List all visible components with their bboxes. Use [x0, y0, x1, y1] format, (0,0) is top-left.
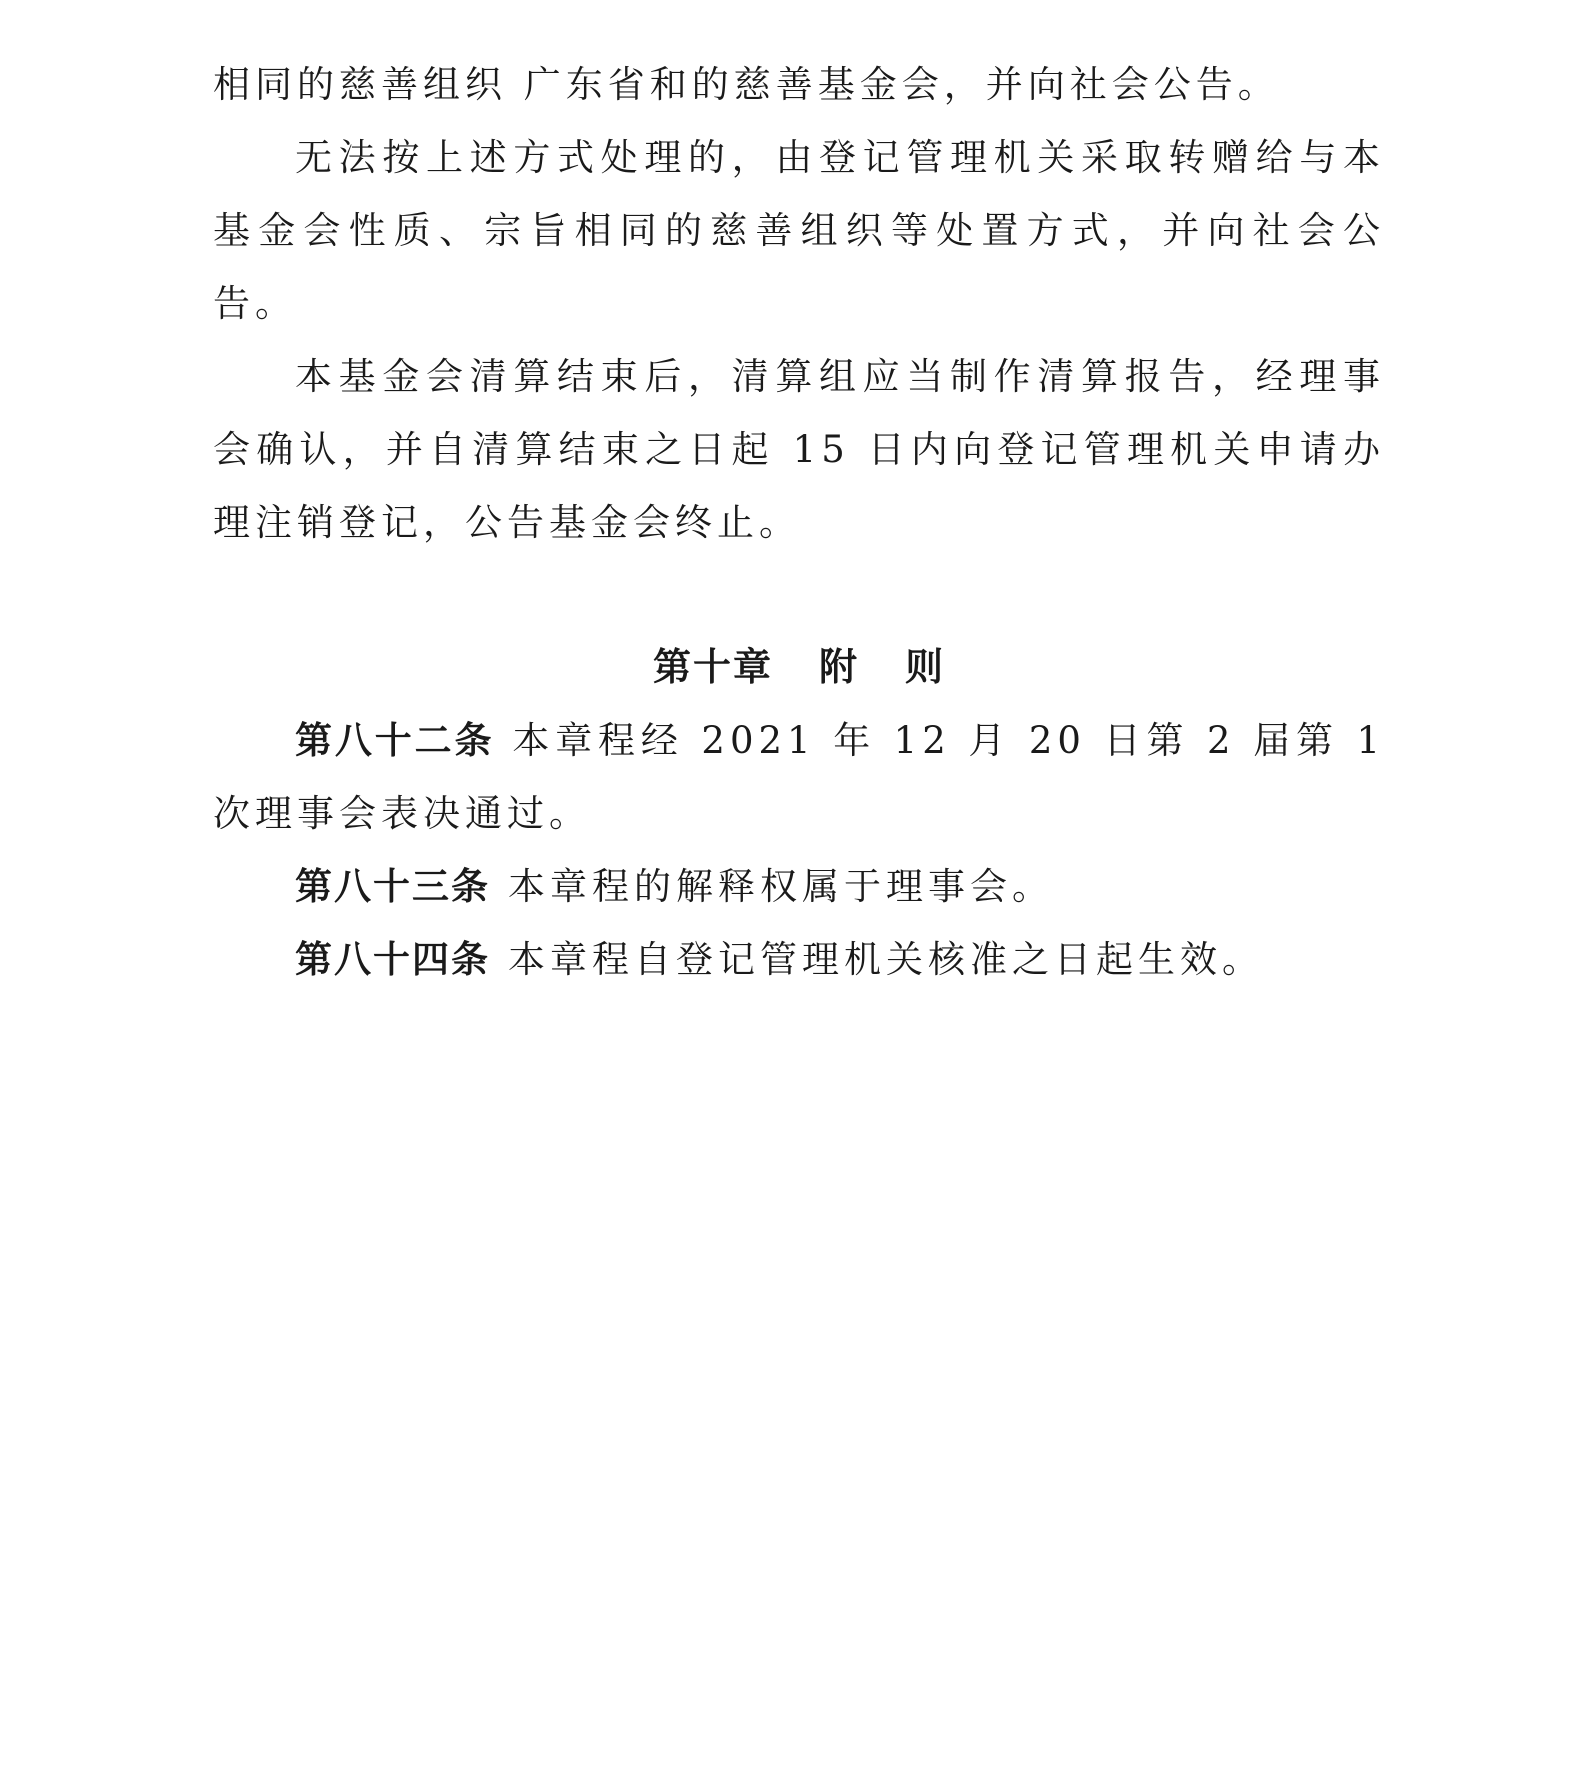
- article-83: [213, 850, 1385, 923]
- article-number: 第八十四条: [295, 938, 490, 981]
- paragraph-continuation: 相同的慈善组织 广东省和的慈善基金会，并向社会公告。: [213, 63, 1280, 106]
- article-text: 本章程自登记管理机关核准之日起生效。: [508, 938, 1264, 981]
- article-text: 本章程的解释权属于理事会。: [508, 865, 1054, 908]
- section-gap: [213, 559, 1385, 631]
- chapter-title-2: 则: [905, 645, 946, 689]
- paragraph-disposal: 无法按上述方式处理的，由登记管理机关采取转赠给与本基金会性质、宗旨相同的慈善组织等处置方式，并向社会公告。: [213, 136, 1385, 325]
- chapter-title-1: 附: [818, 645, 859, 689]
- chapter-heading: [213, 631, 1385, 704]
- document-body: [213, 48, 1385, 996]
- article-text: 本章程经 2021 年 12 月 20 日第 2 届第 1 次理事会表决通过。: [213, 719, 1385, 835]
- article-82: [213, 704, 1385, 850]
- article-number: 第八十三条: [295, 865, 490, 908]
- article-number: 第八十二条: [295, 719, 495, 762]
- article-84: [213, 923, 1385, 996]
- chapter-number: 第十章: [652, 645, 773, 689]
- paragraph-liquidation: 本基金会清算结束后，清算组应当制作清算报告，经理事会确认，并自清算结束之日起 15 日内向登记管理机关申请办理注销登记，公告基金会终止。: [213, 355, 1385, 544]
